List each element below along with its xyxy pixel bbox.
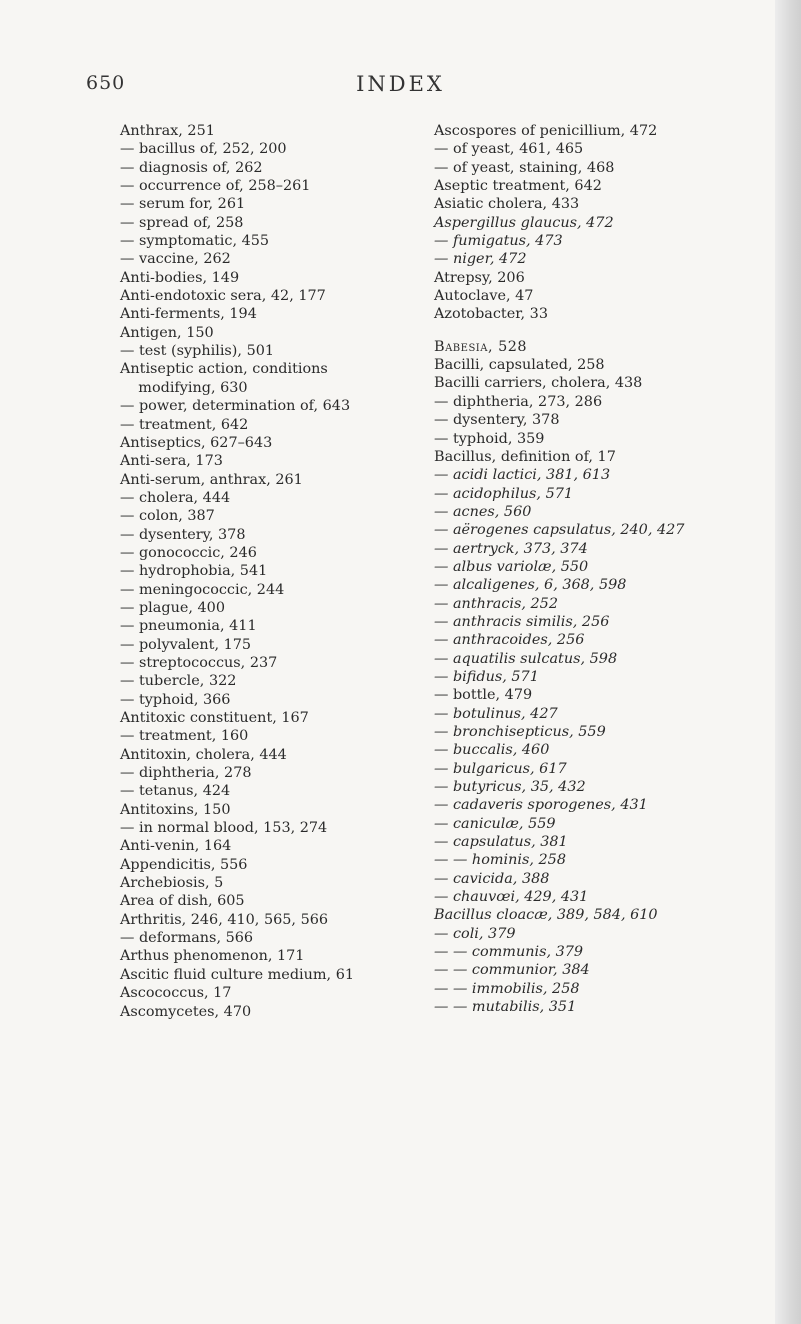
index-entry: Aspergillus glaucus, 472 <box>434 214 614 231</box>
index-entry: — test (syphilis), 501 <box>120 343 275 360</box>
index-entry: Antiseptics, 627–643 <box>120 434 273 451</box>
index-entry: — capsulatus, 381 <box>434 834 568 851</box>
index-entry: — power, determination of, 643 <box>120 398 351 415</box>
index-entry: — bacillus of, 252, 200 <box>120 141 287 158</box>
index-entry: — anthracis similis, 256 <box>434 613 610 630</box>
index-entry: — streptococcus, 237 <box>120 654 278 671</box>
index-entry: Anti-endotoxic sera, 42, 177 <box>120 288 326 305</box>
index-entry: Antigen, 150 <box>120 324 214 341</box>
page-number: 650 <box>86 72 126 94</box>
index-entry: — niger, 472 <box>434 251 527 268</box>
index-column-right <box>434 122 754 1017</box>
index-entry: Asiatic cholera, 433 <box>434 196 580 213</box>
index-entry: — caniculæ, 559 <box>434 815 556 832</box>
index-entry: — — communior, 384 <box>434 962 590 979</box>
index-entry: — typhoid, 359 <box>434 430 545 447</box>
index-entry: — aertryck, 373, 374 <box>434 540 588 557</box>
index-entry: — typhoid, 366 <box>120 691 231 708</box>
index-entry: — serum for, 261 <box>120 196 246 213</box>
index-entry: Anti-sera, 173 <box>120 453 223 470</box>
index-entry: Antiseptic action, conditions <box>120 361 328 378</box>
index-entry: — cavicida, 388 <box>434 870 550 887</box>
index-entry: — acidi lactici, 381, 613 <box>434 467 611 484</box>
index-entry: Anti-bodies, 149 <box>120 269 240 286</box>
index-entry: — of yeast, staining, 468 <box>434 159 615 176</box>
index-entry: — anthracis, 252 <box>434 595 558 612</box>
index-entry: — alcaligenes, 6, 368, 598 <box>434 577 627 594</box>
index-entry: — of yeast, 461, 465 <box>434 141 584 158</box>
index-entry: — tetanus, 424 <box>120 783 231 800</box>
index-entry: — dysentery, 378 <box>434 412 560 429</box>
index-entry: Antitoxins, 150 <box>120 801 231 818</box>
index-entry: Ascomycetes, 470 <box>120 1003 252 1020</box>
index-entry: Bacillus cloacæ, 389, 584, 610 <box>434 907 658 924</box>
index-entry: — occurrence of, 258–261 <box>120 178 311 195</box>
index-entry: — diagnosis of, 262 <box>120 159 263 176</box>
index-entry: Arthritis, 246, 410, 565, 566 <box>120 911 329 928</box>
index-entry: Babesia, 528 <box>434 338 528 355</box>
index-entry: — deformans, 566 <box>120 930 254 947</box>
page-edge <box>775 0 801 1324</box>
index-entry: — coli, 379 <box>434 925 516 942</box>
index-entry: Azotobacter, 33 <box>434 306 548 323</box>
index-entry: — chauvœi, 429, 431 <box>434 889 589 906</box>
index-entry: Antitoxic constituent, 167 <box>120 710 309 726</box>
index-entry: — colon, 387 <box>120 508 215 525</box>
index-entry: Ascospores of penicillium, 472 <box>434 123 658 139</box>
index-entry: — in normal blood, 153, 274 <box>120 820 328 837</box>
index-entry: — anthracoides, 256 <box>434 632 585 649</box>
index-entry: — polyvalent, 175 <box>120 636 252 653</box>
index-entry: — fumigatus, 473 <box>434 233 563 250</box>
index-entry: Antitoxin, cholera, 444 <box>120 746 287 763</box>
index-entry: — meningococcic, 244 <box>120 581 285 598</box>
index-column-left <box>120 122 415 1021</box>
page-header <box>0 72 801 112</box>
index-entry: — hydrophobia, 541 <box>120 563 268 580</box>
index-entry: Ascococcus, 17 <box>120 985 232 1002</box>
index-entry: — acnes, 560 <box>434 503 532 520</box>
index-entry: — acidophilus, 571 <box>434 485 574 502</box>
index-entry: Bacilli carriers, cholera, 438 <box>434 375 643 392</box>
index-entry: Arthus phenomenon, 171 <box>120 948 305 965</box>
index-entry: — bifidus, 571 <box>434 668 539 685</box>
index-entry: — aquatilis sulcatus, 598 <box>434 650 618 667</box>
index-entry: — gonococcic, 246 <box>120 544 257 561</box>
index-entry: — aërogenes capsulatus, 240, 427 <box>434 522 685 539</box>
index-entry: — buccalis, 460 <box>434 742 550 759</box>
index-entry: — vaccine, 262 <box>120 251 231 268</box>
index-entry: Atrepsy, 206 <box>434 269 525 286</box>
index-entry: — bottle, 479 <box>434 687 533 704</box>
index-entry: — dysentery, 378 <box>120 526 246 543</box>
index-entry: — — immobilis, 258 <box>434 980 580 997</box>
index-entry: Bacilli, capsulated, 258 <box>434 357 605 374</box>
index-entry: Anti-serum, anthrax, 261 <box>120 471 303 488</box>
index-entry: Anti-ferments, 194 <box>120 306 257 323</box>
index-entry: Area of dish, 605 <box>120 893 245 910</box>
index-entry: — cholera, 444 <box>120 489 231 506</box>
index-entry: — bronchisepticus, 559 <box>434 724 606 740</box>
running-title: INDEX <box>356 72 445 96</box>
index-entry: — — hominis, 258 <box>434 852 566 869</box>
index-entry: — treatment, 642 <box>120 416 249 433</box>
index-entry: — diphtheria, 273, 286 <box>434 393 603 410</box>
index-entry: — cadaveris sporogenes, 431 <box>434 797 648 814</box>
index-entry: — tubercle, 322 <box>120 673 237 690</box>
index-entry: — spread of, 258 <box>120 214 244 231</box>
index-entry: — symptomatic, 455 <box>120 233 270 250</box>
index-entry: — butyricus, 35, 432 <box>434 779 586 796</box>
index-entry: Archebiosis, 5 <box>120 875 224 892</box>
index-entry: Anthrax, 251 <box>120 123 215 139</box>
index-entry: — bulgaricus, 617 <box>434 760 567 777</box>
index-entry: Appendicitis, 556 <box>120 856 248 873</box>
index-entry: — plague, 400 <box>120 599 225 616</box>
index-entry: — — communis, 379 <box>434 944 584 961</box>
index-entry: — botulinus, 427 <box>434 705 558 722</box>
index-entry: Ascitic fluid culture medium, 61 <box>120 966 355 983</box>
index-entry: Autoclave, 47 <box>434 288 534 305</box>
index-entry: — treatment, 160 <box>120 728 249 745</box>
index-entry: — pneumonia, 411 <box>120 618 257 635</box>
index-entry: Bacillus, definition of, 17 <box>434 448 616 465</box>
index-entry: — albus variolæ, 550 <box>434 558 589 575</box>
index-entry: — — mutabilis, 351 <box>434 999 577 1016</box>
index-entry: Anti-venin, 164 <box>120 838 232 855</box>
index-entry: — diphtheria, 278 <box>120 765 252 782</box>
index-entry: modifying, 630 <box>120 379 248 396</box>
index-entry: Aseptic treatment, 642 <box>434 178 602 195</box>
